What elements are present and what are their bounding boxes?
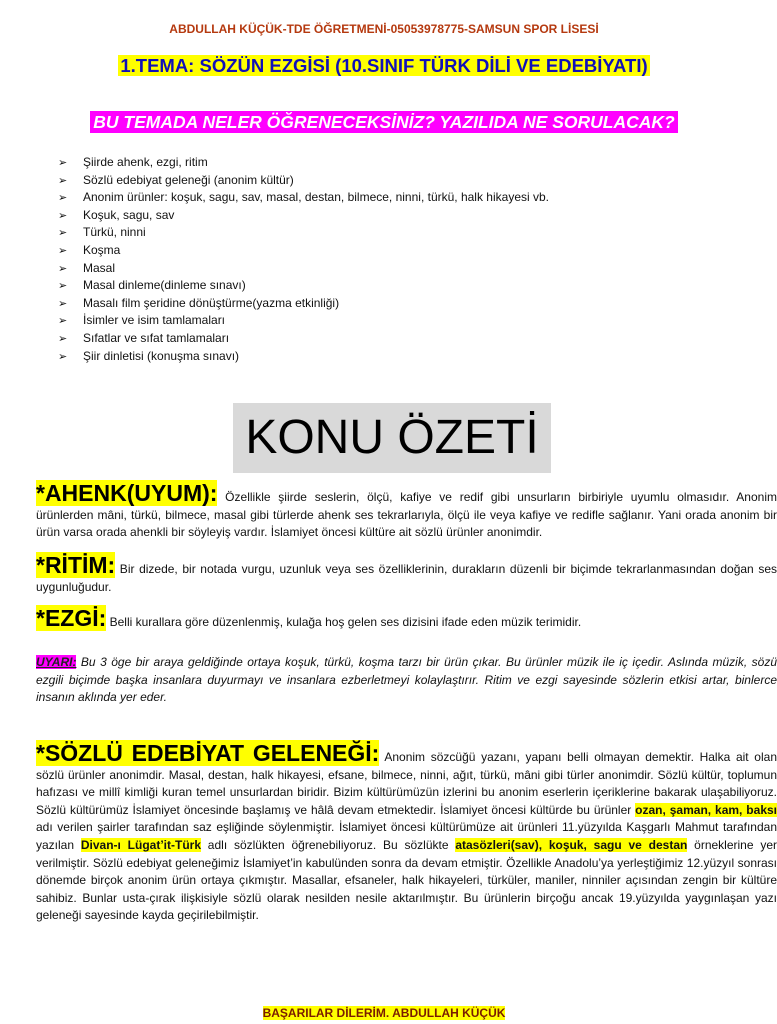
highlight-genres: atasözleri(sav), koşuk, sagu ve destan xyxy=(455,837,688,852)
topic-item xyxy=(58,295,549,313)
ahenk-text: Özellikle şiirde seslerin, ölçü, kafiye ve redif gibi unsurların birbiriyle uyumlu olmasıdır. Anonim ürünlerden mâni, türkü, bilmece, masal gibi türlerde ahenk ses tekrarlarıyla, ölçü ile veya kafiye ve redifle sağlanır. Yani orada anonim bir ürün varsa orada ahenkli bir söyleyiş vardır. İslamiyet öncesi kültüre ait sözlü ürünler anonimdir. xyxy=(36,490,777,540)
section-question xyxy=(0,112,768,133)
topic-text: Türkü, ninni xyxy=(83,225,146,240)
arrow-bullet-icon: ➢ xyxy=(58,174,68,187)
topic-text: Masalı film şeridine dönüştürme(yazma etkinliği) xyxy=(83,295,340,310)
footer-text: BAŞARILAR DİLERİM. ABDULLAH KÜÇÜK xyxy=(262,1006,506,1020)
arrow-bullet-icon: ➢ xyxy=(58,262,68,275)
topic-item xyxy=(58,154,549,172)
ezgi-text: Belli kurallara göre düzenlenmiş, kulağa hoş gelen ses dizisini ifade eden müzik terimidir. xyxy=(106,615,582,629)
topic-text: Koşuk, sagu, sav xyxy=(83,207,175,222)
ritim-text: Bir dizede, bir notada vurgu, uzunluk veya ses özelliklerinin, durakların düzenli bir biçimde tekrarlanmasından doğan ses uygunluğudur. xyxy=(36,562,777,594)
ritim-heading: *RİTİM: xyxy=(36,552,116,578)
topic-text: Masal xyxy=(83,260,116,275)
arrow-bullet-icon: ➢ xyxy=(58,332,68,345)
topic-item xyxy=(58,207,549,225)
topic-text: Şiir dinletisi (konuşma sınavı) xyxy=(83,348,240,363)
topic-text: Anonim ürünler: koşuk, sagu, sav, masal, destan, bilmece, ninni, türkü, halk hikayesi vb. xyxy=(83,190,550,205)
summary-title: KONU ÖZETİ xyxy=(233,403,551,473)
ezgi-paragraph xyxy=(36,607,777,632)
topic-text: İsimler ve isim tamlamaları xyxy=(83,313,226,328)
sozlu-text-4: örneklerine yer verilmiştir. Sözlü edebiyat geleneğimiz İslamiyet’in kabulünden sonra da devam etmiştir. Özellikle Anadolu’ya yerleştiğimiz 12.yüzyıl sonrası dönemde birçok anonim ürün ortaya çıkmıştır. Masallar, efsaneler, halk hikayeleri, türküler, maniler, ninniler açısından zengin bir kültüre sahibiz. Bunlar usta-çırak ilişkisiyle sözlü olarak nesilden nesile aktarılmıştır. Bu ürünlerin birçoğu ancak 19.yüzyılda yaygınlaşan yazı geleneği sayesinde kayda geçirilebilmiştir. xyxy=(36,837,777,923)
topic-text: Sıfatlar ve sıfat tamlamaları xyxy=(83,330,230,345)
author-header: ABDULLAH KÜÇÜK-TDE ÖĞRETMENİ-05053978775-SAMSUN SPOR LİSESİ xyxy=(169,22,599,36)
arrow-bullet-icon: ➢ xyxy=(58,209,68,222)
arrow-bullet-icon: ➢ xyxy=(58,315,68,328)
warning-note xyxy=(36,654,777,707)
topic-item xyxy=(58,260,549,278)
ezgi-heading: *EZGİ: xyxy=(36,605,107,631)
topic-text: Şiirde ahenk, ezgi, ritim xyxy=(83,155,208,169)
topic-item xyxy=(58,277,549,295)
topic-item xyxy=(58,348,549,366)
arrow-bullet-icon: ➢ xyxy=(58,350,68,363)
section-question-text: BU TEMADA NELER ÖĞRENECEKSİNİZ? YAZILIDA NE SORULACAK? xyxy=(90,111,677,133)
footer xyxy=(0,1004,768,1022)
highlight-poets: ozan, şaman, kam, baksı xyxy=(635,802,777,817)
highlight-divan: Divan-ı Lügat’it-Türk xyxy=(80,837,201,852)
warning-text: Bu 3 öge bir araya geldiğinde ortaya koşuk, türkü, koşma tarzı bir ürün çıkar. Bu ürünler müzik ile iç içedir. Aslında müzik, sözü ezgili biçimde başka insanlara duyurmayı ve insanlara ezberletmeyi kolaylaştırır. Ritim ve ezgi sayesinde sözlerin etkisi artar, binlerce insanın aklında yer eder. xyxy=(36,655,777,705)
topic-list xyxy=(58,154,549,365)
arrow-bullet-icon: ➢ xyxy=(58,280,68,293)
topic-item xyxy=(58,224,549,242)
sozlu-paragraph xyxy=(36,740,777,925)
arrow-bullet-icon: ➢ xyxy=(58,297,68,310)
sozlu-heading: *SÖZLÜ EDEBİYAT GELENEĞİ: xyxy=(36,740,380,766)
warning-label: UYARI: xyxy=(36,655,77,669)
ritim-paragraph xyxy=(36,554,777,596)
ahenk-paragraph xyxy=(36,482,777,542)
topic-text: Masal dinleme(dinleme sınavı) xyxy=(83,278,246,293)
topic-item xyxy=(58,312,549,330)
topic-item xyxy=(58,330,549,348)
sozlu-text-1: Anonim sözcüğü yazanı, yapanı belli olmayan demektir. Halka ait olan sözlü ürünler anonimdir. Masal, destan, halk hikayesi, efsane, bilmece, ninni, ağıt, türkü, mâni gibi türler anonimdir. Sözlü kültür, toplumun hafızası ve millî kimliği kuran temel unsurlardan biridir. Bizim kültürümüzün izlerini bu anonim eserlerin içeriklerine bakarak ulaşabiliyoruz. Sözlü kültürümüz İslamiyet öncesinde başlamış ve hâlâ devam etmektedir. İslamiyet öncesi kültürde bu ürünler xyxy=(36,750,777,817)
sozlu-text-3: adlı sözlükten öğrenebiliyoruz. Bu sözlükte xyxy=(201,837,456,852)
theme-title-text: 1.TEMA: SÖZÜN EZGİSİ (10.SINIF TÜRK DİLİ VE EDEBİYATI) xyxy=(120,55,648,76)
ahenk-heading: *AHENK(UYUM): xyxy=(36,480,218,506)
theme-title xyxy=(0,55,768,77)
arrow-bullet-icon: ➢ xyxy=(58,244,68,257)
arrow-bullet-icon: ➢ xyxy=(58,192,68,205)
topic-text: Sözlü edebiyat geleneği (anonim kültür) xyxy=(83,172,294,187)
sozlu-text-2: adı verilen şairler tarafından saz eşliğinde söylenmiştir. İslamiyet öncesi kültürümüze ait ürünleri 11.yüzyılda Kaşgarlı Mahmut tarafından yazılan xyxy=(36,820,777,852)
topic-text: Koşma xyxy=(83,242,121,257)
arrow-bullet-icon: ➢ xyxy=(58,157,68,169)
arrow-bullet-icon: ➢ xyxy=(58,227,68,240)
topic-item xyxy=(58,189,549,207)
topic-item xyxy=(58,242,549,260)
topic-item xyxy=(58,172,549,190)
